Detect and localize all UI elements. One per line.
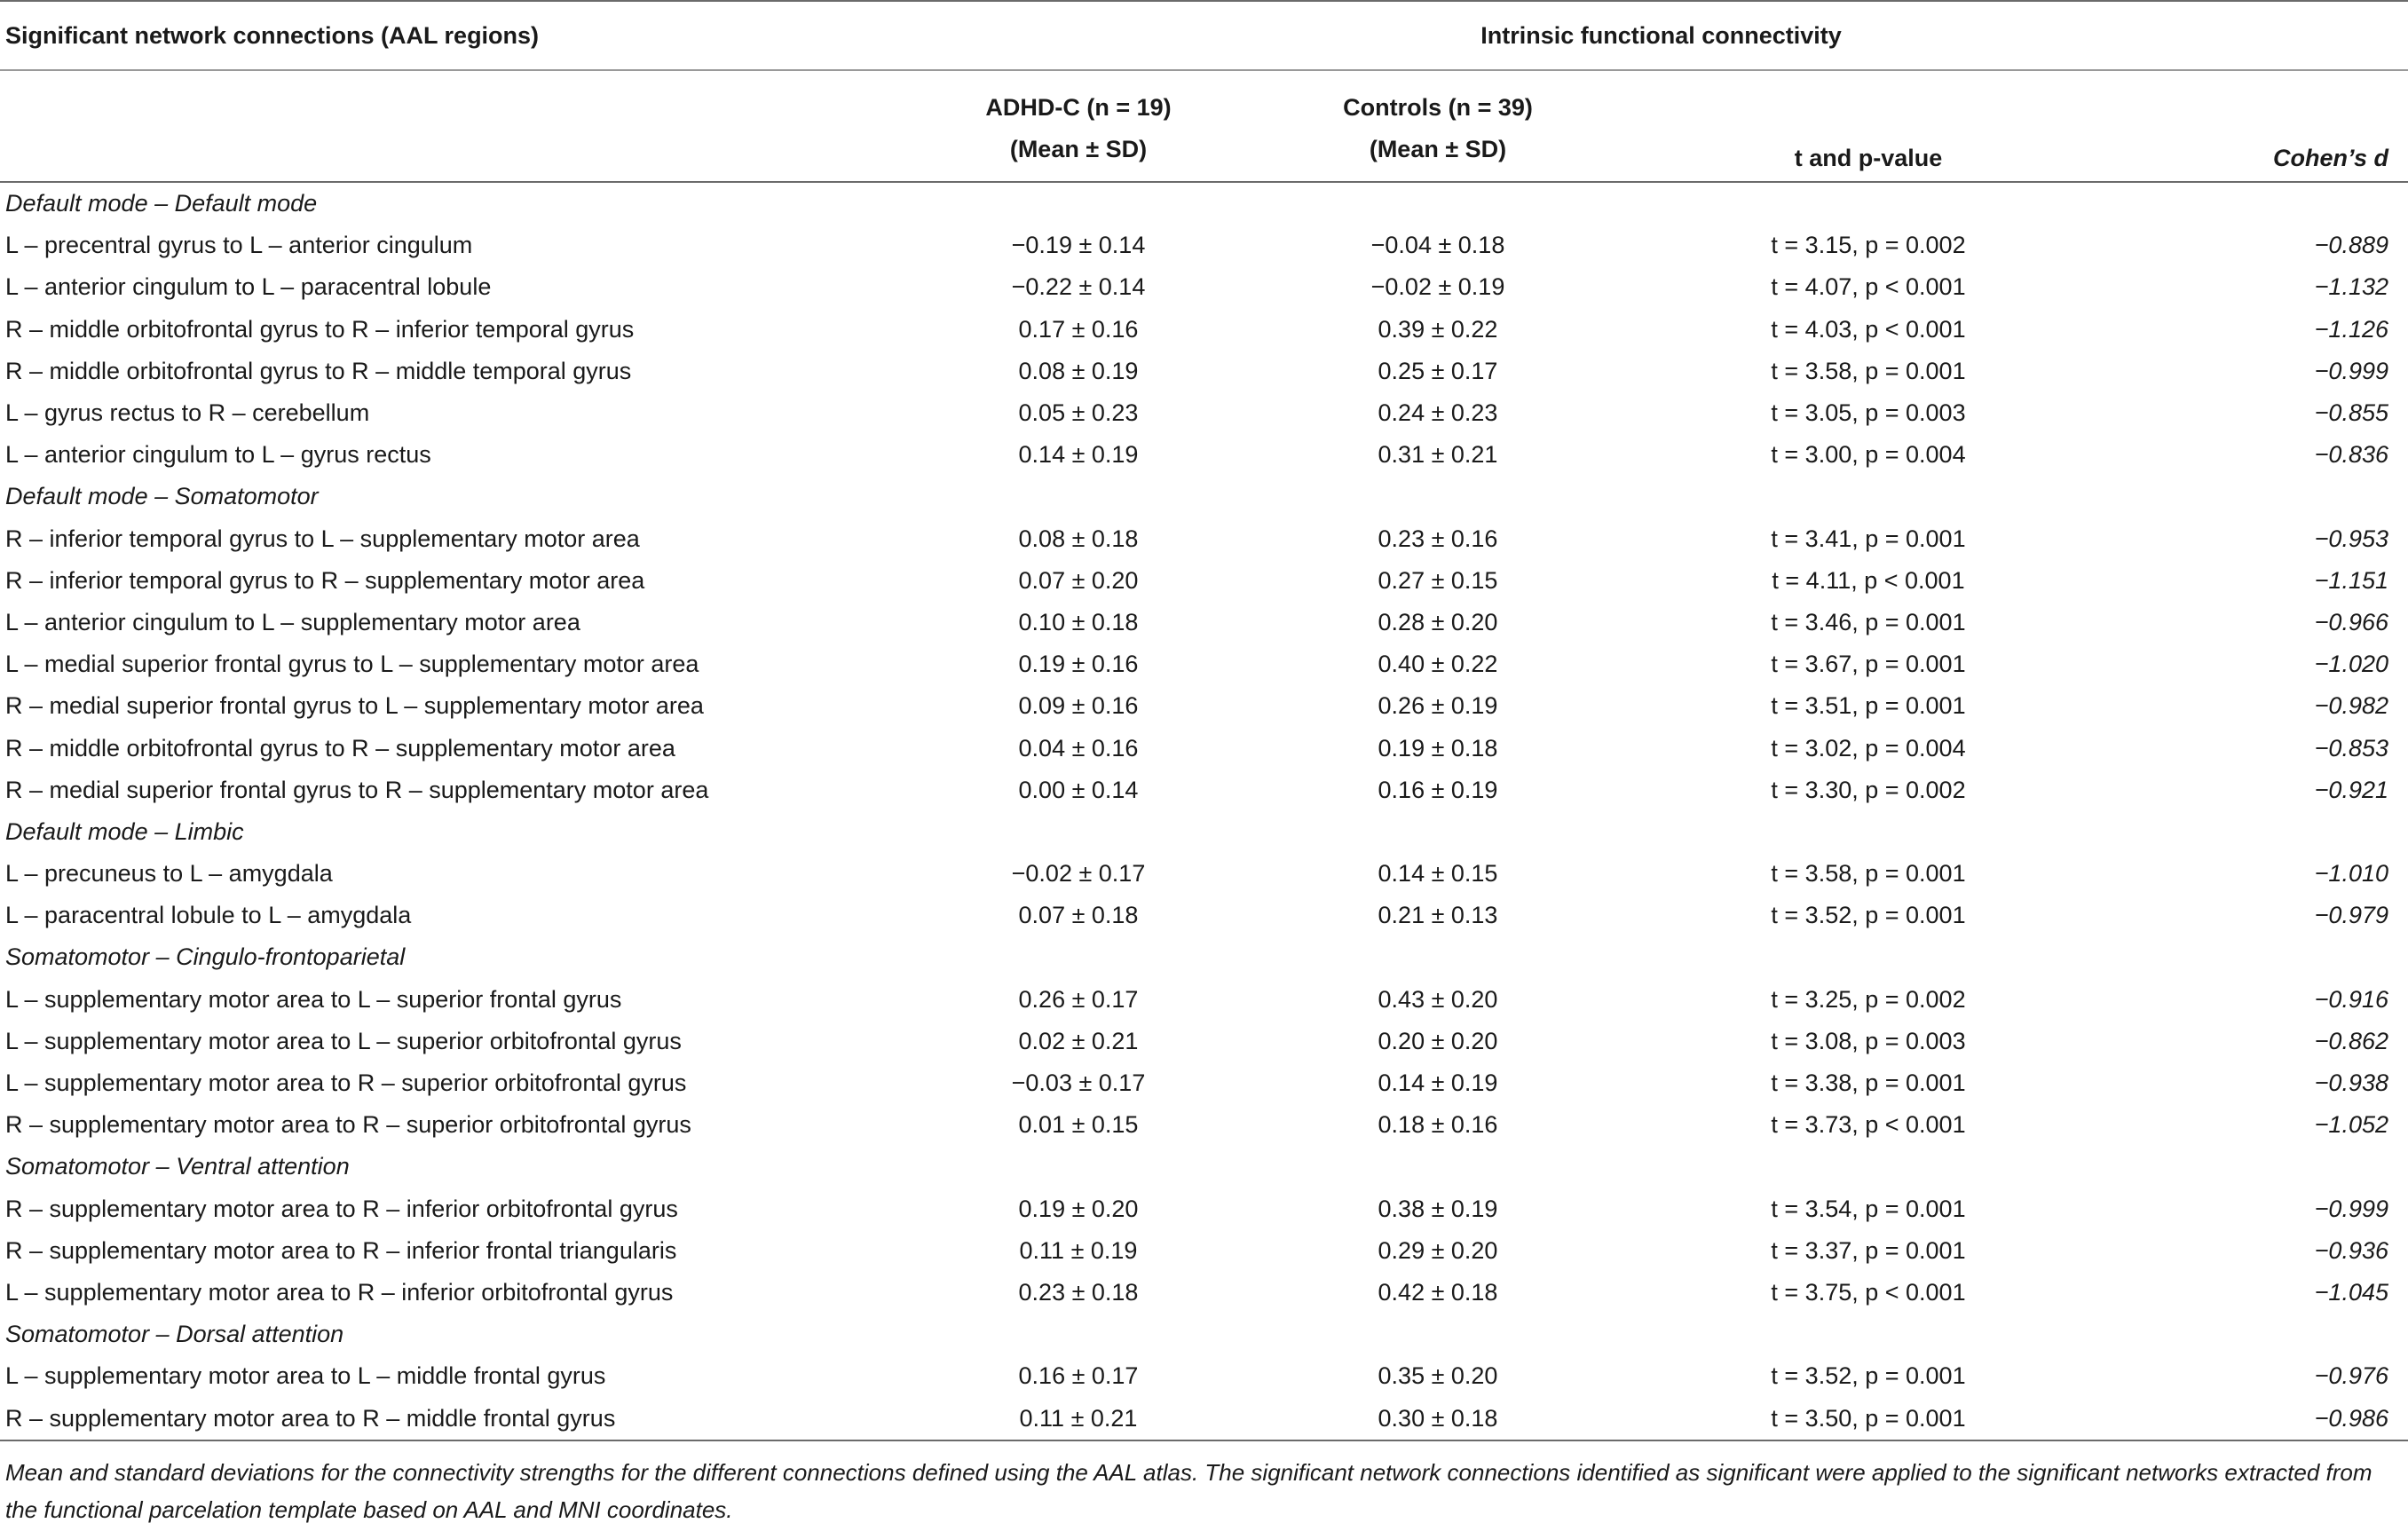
group-row	[0, 1314, 2408, 1355]
table-row	[0, 1188, 2408, 1230]
adhd-value-cell: 0.08 ± 0.19	[1018, 357, 1139, 384]
table-row	[0, 392, 2408, 434]
adhd-value-cell: 0.04 ± 0.16	[1018, 734, 1139, 762]
cohens-d-cell: −0.986	[2104, 1397, 2408, 1440]
table-row	[0, 1355, 2408, 1397]
cohens-d-cell: −0.855	[2314, 399, 2388, 427]
adhd-value-cell: 0.07 ± 0.20	[1018, 566, 1139, 594]
cohens-d-cell: −1.126	[2314, 315, 2388, 343]
cohens-d-cell: −0.921	[2314, 776, 2388, 803]
cohens-d-cell: −0.836	[2314, 441, 2388, 469]
group-label: Default mode – Somatomotor	[5, 483, 319, 510]
t-p-value-cell: t = 3.38, p = 0.001	[1771, 1069, 1966, 1097]
adhd-value-cell: −0.03 ± 0.17	[1011, 1069, 1146, 1097]
region-cell: R – supplementary motor area to R – inferior frontal triangularis	[5, 1236, 677, 1264]
group-label: Somatomotor – Cingulo-frontoparietal	[5, 943, 406, 971]
region-cell: R – inferior temporal gyrus to L – supplementary motor area	[5, 525, 640, 552]
adhd-value-cell: 0.11 ± 0.21	[914, 1397, 1243, 1440]
region-cell: R – medial superior frontal gyrus to L – supplementary motor area	[5, 692, 704, 720]
controls-value-cell: 0.21 ± 0.13	[1378, 902, 1498, 929]
adhd-value-cell: −0.19 ± 0.14	[1011, 232, 1146, 259]
region-cell: L – supplementary motor area to R – inferior orbitofrontal gyrus	[5, 1278, 674, 1306]
controls-value-cell: 0.39 ± 0.22	[1378, 315, 1498, 343]
controls-value-cell: 0.24 ± 0.23	[1378, 399, 1498, 427]
cohens-d-cell: −1.020	[2314, 651, 2388, 678]
cohens-d-cell: −0.966	[2314, 608, 2388, 635]
t-p-value-cell: t = 3.58, p = 0.001	[1771, 357, 1966, 384]
controls-value-cell: −0.04 ± 0.18	[1370, 232, 1505, 259]
adhd-value-cell: 0.14 ± 0.19	[1018, 441, 1139, 469]
header-cohens-d: Cohen’s d	[2104, 70, 2408, 182]
t-p-value-cell: t = 3.52, p = 0.001	[1771, 902, 1966, 929]
region-cell: R – medial superior frontal gyrus to R – supplementary motor area	[5, 776, 709, 803]
controls-value-cell: −0.02 ± 0.19	[1370, 273, 1505, 301]
group-label: Default mode – Limbic	[5, 817, 244, 845]
cohens-d-cell: −1.010	[2314, 860, 2388, 888]
table-row	[0, 1230, 2408, 1272]
table-footnote: Mean and standard deviations for the connectivity strengths for the different connections defined using the AAL atlas. The significant network connections identified as significant were applied to the significant networks extracted from the functional parcelation template based on AAL and MNI coordinates.	[5, 1459, 2372, 1523]
cohens-d-cell: −0.938	[2314, 1069, 2388, 1097]
t-p-value-cell: t = 3.73, p < 0.001	[1771, 1111, 1966, 1139]
adhd-value-cell: −0.22 ± 0.14	[1011, 273, 1146, 301]
region-cell: L – gyrus rectus to R – cerebellum	[5, 399, 370, 427]
t-p-value-cell: t = 3.58, p = 0.001	[1771, 860, 1966, 888]
table-row	[0, 1104, 2408, 1146]
controls-value-cell: 0.27 ± 0.15	[1378, 566, 1498, 594]
region-cell: R – supplementary motor area to R – inferior orbitofrontal gyrus	[5, 1195, 678, 1222]
table-row	[0, 979, 2408, 1021]
table-row	[0, 1062, 2408, 1104]
cohens-d-cell: −1.132	[2314, 273, 2388, 301]
cohens-d-cell: −0.999	[2314, 1195, 2388, 1222]
table-row	[0, 769, 2408, 811]
table-row	[0, 434, 2408, 476]
cohens-d-cell: −0.953	[2314, 525, 2388, 552]
table-row	[0, 266, 2408, 308]
t-p-value-cell: t = 3.51, p = 0.001	[1771, 692, 1966, 720]
table-row	[0, 351, 2408, 392]
region-cell: R – middle orbitofrontal gyrus to R – inferior temporal gyrus	[5, 315, 635, 343]
header-t-p-value: t and p-value	[1633, 70, 2104, 182]
adhd-value-cell: 0.26 ± 0.17	[1018, 985, 1139, 1013]
adhd-value-cell: 0.05 ± 0.23	[1018, 399, 1139, 427]
cohens-d-cell: −0.889	[2314, 232, 2388, 259]
cohens-d-cell: −0.976	[2314, 1362, 2388, 1390]
table-row	[0, 560, 2408, 602]
t-p-value-cell: t = 3.02, p = 0.004	[1771, 734, 1966, 762]
header-controls	[1243, 70, 1633, 182]
table-row	[0, 643, 2408, 685]
header-adhd-line1: ADHD-C (n = 19)	[985, 94, 1172, 121]
t-p-value-cell: t = 3.00, p = 0.004	[1771, 441, 1966, 469]
region-cell: L – supplementary motor area to L – middle frontal gyrus	[5, 1362, 606, 1390]
t-p-value-cell: t = 4.11, p < 0.001	[1772, 566, 1965, 594]
header-intrinsic-connectivity: Intrinsic functional connectivity	[914, 1, 2408, 70]
table-row	[0, 727, 2408, 769]
t-p-value-cell: t = 3.41, p = 0.001	[1771, 525, 1966, 552]
adhd-value-cell: 0.00 ± 0.14	[1018, 776, 1139, 803]
header-controls-line2: (Mean ± SD)	[1369, 136, 1507, 162]
group-row	[0, 811, 2408, 853]
table-row	[0, 518, 2408, 560]
controls-value-cell: 0.43 ± 0.20	[1378, 985, 1498, 1013]
header-adhd	[914, 70, 1243, 182]
region-cell: L – anterior cingulum to L – paracentral lobule	[5, 273, 492, 301]
adhd-value-cell: −0.02 ± 0.17	[1011, 860, 1146, 888]
t-p-value-cell: t = 3.46, p = 0.001	[1771, 608, 1966, 635]
t-p-value-cell: t = 3.25, p = 0.002	[1771, 985, 1966, 1013]
group-row	[0, 182, 2408, 225]
table-body	[0, 182, 2408, 1440]
region-cell: L – medial superior frontal gyrus to L – supplementary motor area	[5, 651, 699, 678]
region-cell: R – supplementary motor area to R – middle frontal gyrus	[0, 1397, 914, 1440]
header-adhd-line2: (Mean ± SD)	[1009, 136, 1148, 162]
t-p-value-cell: t = 3.75, p < 0.001	[1771, 1278, 1966, 1306]
adhd-value-cell: 0.08 ± 0.18	[1018, 525, 1139, 552]
header-row-2	[0, 70, 2408, 182]
header-blank	[0, 70, 914, 182]
adhd-value-cell: 0.11 ± 0.19	[1019, 1236, 1138, 1264]
cohens-d-cell: −0.916	[2314, 985, 2388, 1013]
table-row	[0, 1272, 2408, 1314]
controls-value-cell: 0.18 ± 0.16	[1378, 1111, 1498, 1139]
t-p-value-cell: t = 3.08, p = 0.003	[1771, 1027, 1966, 1054]
group-label: Default mode – Default mode	[5, 190, 318, 217]
region-cell: L – precentral gyrus to L – anterior cingulum	[5, 232, 473, 259]
table-row	[0, 1021, 2408, 1062]
controls-value-cell: 0.20 ± 0.20	[1378, 1027, 1498, 1054]
region-cell: L – paracentral lobule to L – amygdala	[5, 902, 412, 929]
adhd-value-cell: 0.10 ± 0.18	[1018, 608, 1139, 635]
region-cell: L – supplementary motor area to R – superior orbitofrontal gyrus	[5, 1069, 687, 1097]
cohens-d-cell: −0.982	[2314, 692, 2388, 720]
t-p-value-cell: t = 4.07, p < 0.001	[1771, 273, 1966, 301]
controls-value-cell: 0.19 ± 0.18	[1378, 734, 1498, 762]
adhd-value-cell: 0.23 ± 0.18	[1018, 1278, 1139, 1306]
region-cell: L – supplementary motor area to L – superior frontal gyrus	[5, 985, 622, 1013]
controls-value-cell: 0.38 ± 0.19	[1378, 1195, 1498, 1222]
controls-value-cell: 0.35 ± 0.20	[1378, 1362, 1498, 1390]
controls-value-cell: 0.23 ± 0.16	[1378, 525, 1498, 552]
cohens-d-cell: −1.151	[2314, 566, 2388, 594]
cohens-d-cell: −1.045	[2314, 1278, 2388, 1306]
controls-value-cell: 0.14 ± 0.15	[1378, 860, 1498, 888]
adhd-value-cell: 0.07 ± 0.18	[1018, 902, 1139, 929]
t-p-value-cell: t = 3.50, p = 0.001	[1633, 1397, 2104, 1440]
cohens-d-cell: −0.936	[2314, 1236, 2388, 1264]
controls-value-cell: 0.16 ± 0.19	[1378, 776, 1498, 803]
region-cell: R – supplementary motor area to R – superior orbitofrontal gyrus	[5, 1111, 691, 1139]
adhd-value-cell: 0.19 ± 0.16	[1018, 651, 1139, 678]
t-p-value-cell: t = 3.05, p = 0.003	[1771, 399, 1966, 427]
controls-value-cell: 0.26 ± 0.19	[1378, 692, 1498, 720]
controls-value-cell: 0.14 ± 0.19	[1378, 1069, 1498, 1097]
group-row	[0, 936, 2408, 978]
table-row	[0, 685, 2408, 727]
cohens-d-cell: −0.853	[2314, 734, 2388, 762]
controls-value-cell: 0.30 ± 0.18	[1243, 1397, 1633, 1440]
controls-value-cell: 0.25 ± 0.17	[1378, 357, 1498, 384]
group-label: Somatomotor – Dorsal attention	[5, 1321, 344, 1348]
group-row	[0, 476, 2408, 517]
region-cell: L – precuneus to L – amygdala	[5, 860, 333, 888]
adhd-value-cell: 0.16 ± 0.17	[1018, 1362, 1139, 1390]
t-p-value-cell: t = 3.67, p = 0.001	[1771, 651, 1966, 678]
table-row	[0, 309, 2408, 351]
controls-value-cell: 0.42 ± 0.18	[1378, 1278, 1498, 1306]
table-row	[0, 225, 2408, 266]
t-p-value-cell: t = 3.54, p = 0.001	[1771, 1195, 1966, 1222]
region-cell: L – anterior cingulum to L – gyrus rectus	[5, 441, 431, 469]
controls-value-cell: 0.28 ± 0.20	[1378, 608, 1498, 635]
cohens-d-cell: −0.999	[2314, 357, 2388, 384]
t-p-value-cell: t = 3.37, p = 0.001	[1771, 1236, 1966, 1264]
controls-value-cell: 0.31 ± 0.21	[1378, 441, 1498, 469]
region-cell: R – middle orbitofrontal gyrus to R – supplementary motor area	[5, 734, 675, 762]
table-row	[0, 602, 2408, 643]
header-network-connections: Significant network connections (AAL regions)	[0, 1, 914, 70]
region-cell: R – inferior temporal gyrus to R – supplementary motor area	[5, 566, 645, 594]
region-cell: L – anterior cingulum to L – supplementary motor area	[5, 608, 580, 635]
region-cell: R – middle orbitofrontal gyrus to R – middle temporal gyrus	[5, 357, 632, 384]
adhd-value-cell: 0.17 ± 0.16	[1018, 315, 1139, 343]
controls-value-cell: 0.29 ± 0.20	[1378, 1236, 1498, 1264]
cohens-d-cell: −0.979	[2314, 902, 2388, 929]
table-row	[0, 853, 2408, 895]
t-p-value-cell: t = 4.03, p < 0.001	[1771, 315, 1966, 343]
group-label: Somatomotor – Ventral attention	[5, 1153, 350, 1180]
adhd-value-cell: 0.09 ± 0.16	[1018, 692, 1139, 720]
t-p-value-cell: t = 3.30, p = 0.002	[1771, 776, 1966, 803]
region-cell: L – supplementary motor area to L – superior orbitofrontal gyrus	[5, 1027, 682, 1054]
adhd-value-cell: 0.01 ± 0.15	[1018, 1111, 1139, 1139]
group-row	[0, 1146, 2408, 1188]
t-p-value-cell: t = 3.15, p = 0.002	[1771, 232, 1966, 259]
cohens-d-cell: −0.862	[2314, 1027, 2388, 1054]
adhd-value-cell: 0.19 ± 0.20	[1018, 1195, 1139, 1222]
adhd-value-cell: 0.02 ± 0.21	[1018, 1027, 1139, 1054]
table-row	[0, 1397, 2408, 1440]
header-controls-line1: Controls (n = 39)	[1343, 94, 1533, 121]
table-row	[0, 895, 2408, 936]
cohens-d-cell: −1.052	[2314, 1111, 2388, 1139]
header-row-1	[0, 1, 2408, 70]
t-p-value-cell: t = 3.52, p = 0.001	[1771, 1362, 1966, 1390]
controls-value-cell: 0.40 ± 0.22	[1378, 651, 1498, 678]
